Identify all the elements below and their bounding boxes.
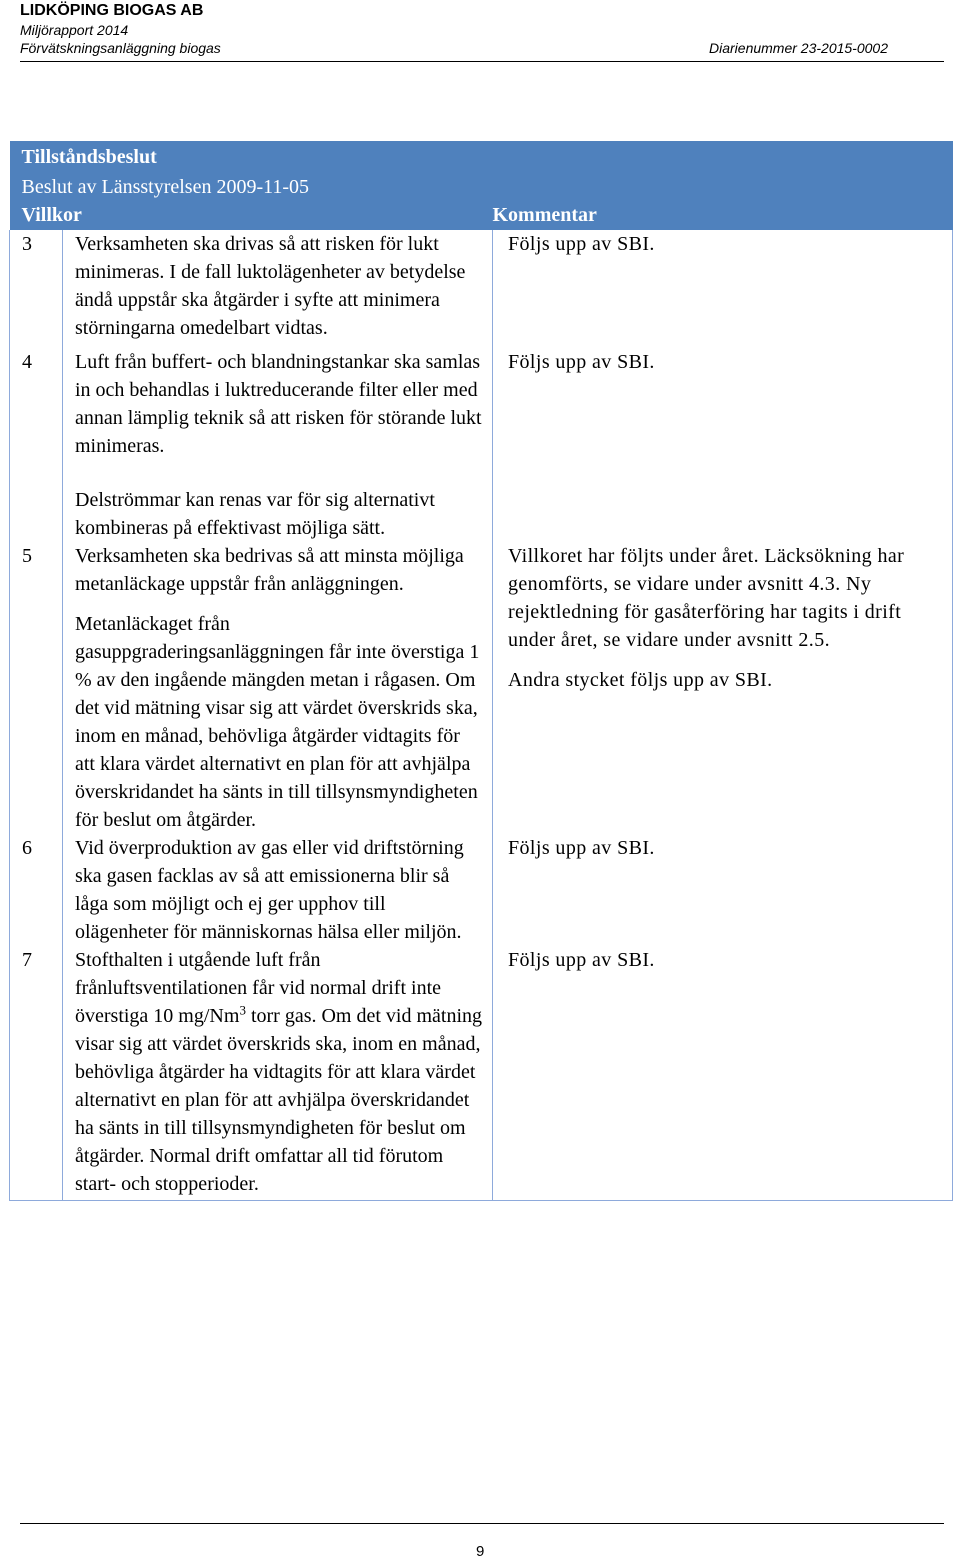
condition-comment: Villkoret har följts under året. Läcksökning har genomförts, se vidare under avsnitt 4.3. Ny rejektledning för gasåterföring har tagits i drift under året, se vidare under avsnitt 2.5. (508, 545, 905, 651)
condition-number: 5 (10, 542, 63, 834)
condition-number: 3 (10, 230, 63, 348)
condition-text-secondary: Metanläckaget från gasuppgraderingsanläggningen får inte överstiga 1 % av den ingående mängden metan i rågasen. Om det vid mätning visar sig att värdet överskrids ska, inom en månad, behövliga åtgärder vidtagits för att klara värdet alternativt en plan för att avhjälpa överskridandet ha sänts in till tillsynsmyndigheten för beslut om åtgärder. (75, 613, 480, 831)
condition-number: 6 (10, 834, 63, 946)
condition-cell (63, 348, 493, 542)
condition-cell (63, 542, 493, 834)
condition-number: 4 (10, 348, 63, 542)
table-row (10, 230, 953, 348)
condition-text: Vid överproduktion av gas eller vid driftstörning ska gasen facklas av så att emissionerna blir så låga som möjligt och ej ger upphov till olägenheter för människornas hälsa eller miljön. (63, 834, 493, 946)
company-name: LIDKÖPING BIOGAS AB (20, 2, 204, 19)
condition-text-secondary: Delströmmar kan renas var för sig alternativt kombineras på effektivast möjliga sätt. (75, 489, 435, 539)
table-row (10, 834, 953, 946)
superscript: 3 (239, 1002, 246, 1018)
condition-text: Verksamheten ska bedrivas så att minsta möjliga metanläckage uppstår från anläggningen. (75, 545, 464, 595)
table-subtitle: Beslut av Länsstyrelsen 2009-11-05 (10, 173, 953, 201)
condition-text-part: Stofthalten i utgående luft från frånluftsventilationen får vid normal drift inte överstiga 10 mg/Nm (75, 949, 441, 1027)
diarienummer: Diarienummer 23-2015-0002 (709, 40, 888, 56)
condition-text-part: torr gas. Om det vid mätning visar sig att värdet överskrids ska, inom en månad, behövliga åtgärder ha vidtagits för att klara värdet alternativt en plan för att avhjälpa överskridandet ha sänts in till tillsynsmyndigheten för beslut om åtgärder. Normal drift omfattar all tid förutom start- och stopperioder. (75, 1005, 483, 1195)
table-row (10, 542, 953, 834)
condition-text: Luft från buffert- och blandningstankar ska samlas in och behandlas i luktreducerande filter eller med annan lämplig teknik så att risken för störande lukt minimeras. (75, 351, 482, 457)
table-row (10, 348, 953, 542)
report-title: Miljörapport 2014 (20, 22, 129, 38)
column-header-kommentar: Kommentar (493, 201, 953, 230)
condition-comment: Följs upp av SBI. (493, 946, 953, 1201)
condition-text (63, 946, 493, 1201)
condition-comment: Följs upp av SBI. (493, 834, 953, 946)
table-title: Tillståndsbeslut (10, 141, 953, 173)
condition-comment-secondary: Andra stycket följs upp av SBI. (508, 669, 773, 691)
conditions-table (9, 141, 953, 1201)
column-header-villkor: Villkor (10, 201, 493, 230)
condition-comment: Följs upp av SBI. (493, 230, 953, 348)
condition-text: Verksamheten ska drivas så att risken för lukt minimeras. I de fall luktolägenheter av betydelse ändå uppstår ska åtgärder i syfte att minimera störningarna omedelbart vidtas. (63, 230, 493, 348)
header-divider (20, 61, 944, 62)
footer-divider (20, 1523, 944, 1524)
page-number: 9 (476, 1543, 485, 1560)
condition-number: 7 (10, 946, 63, 1201)
condition-comment: Följs upp av SBI. (493, 348, 953, 542)
facility-name: Förvätskningsanläggning biogas (20, 40, 221, 56)
comment-cell (493, 542, 953, 834)
table-row (10, 946, 953, 1201)
